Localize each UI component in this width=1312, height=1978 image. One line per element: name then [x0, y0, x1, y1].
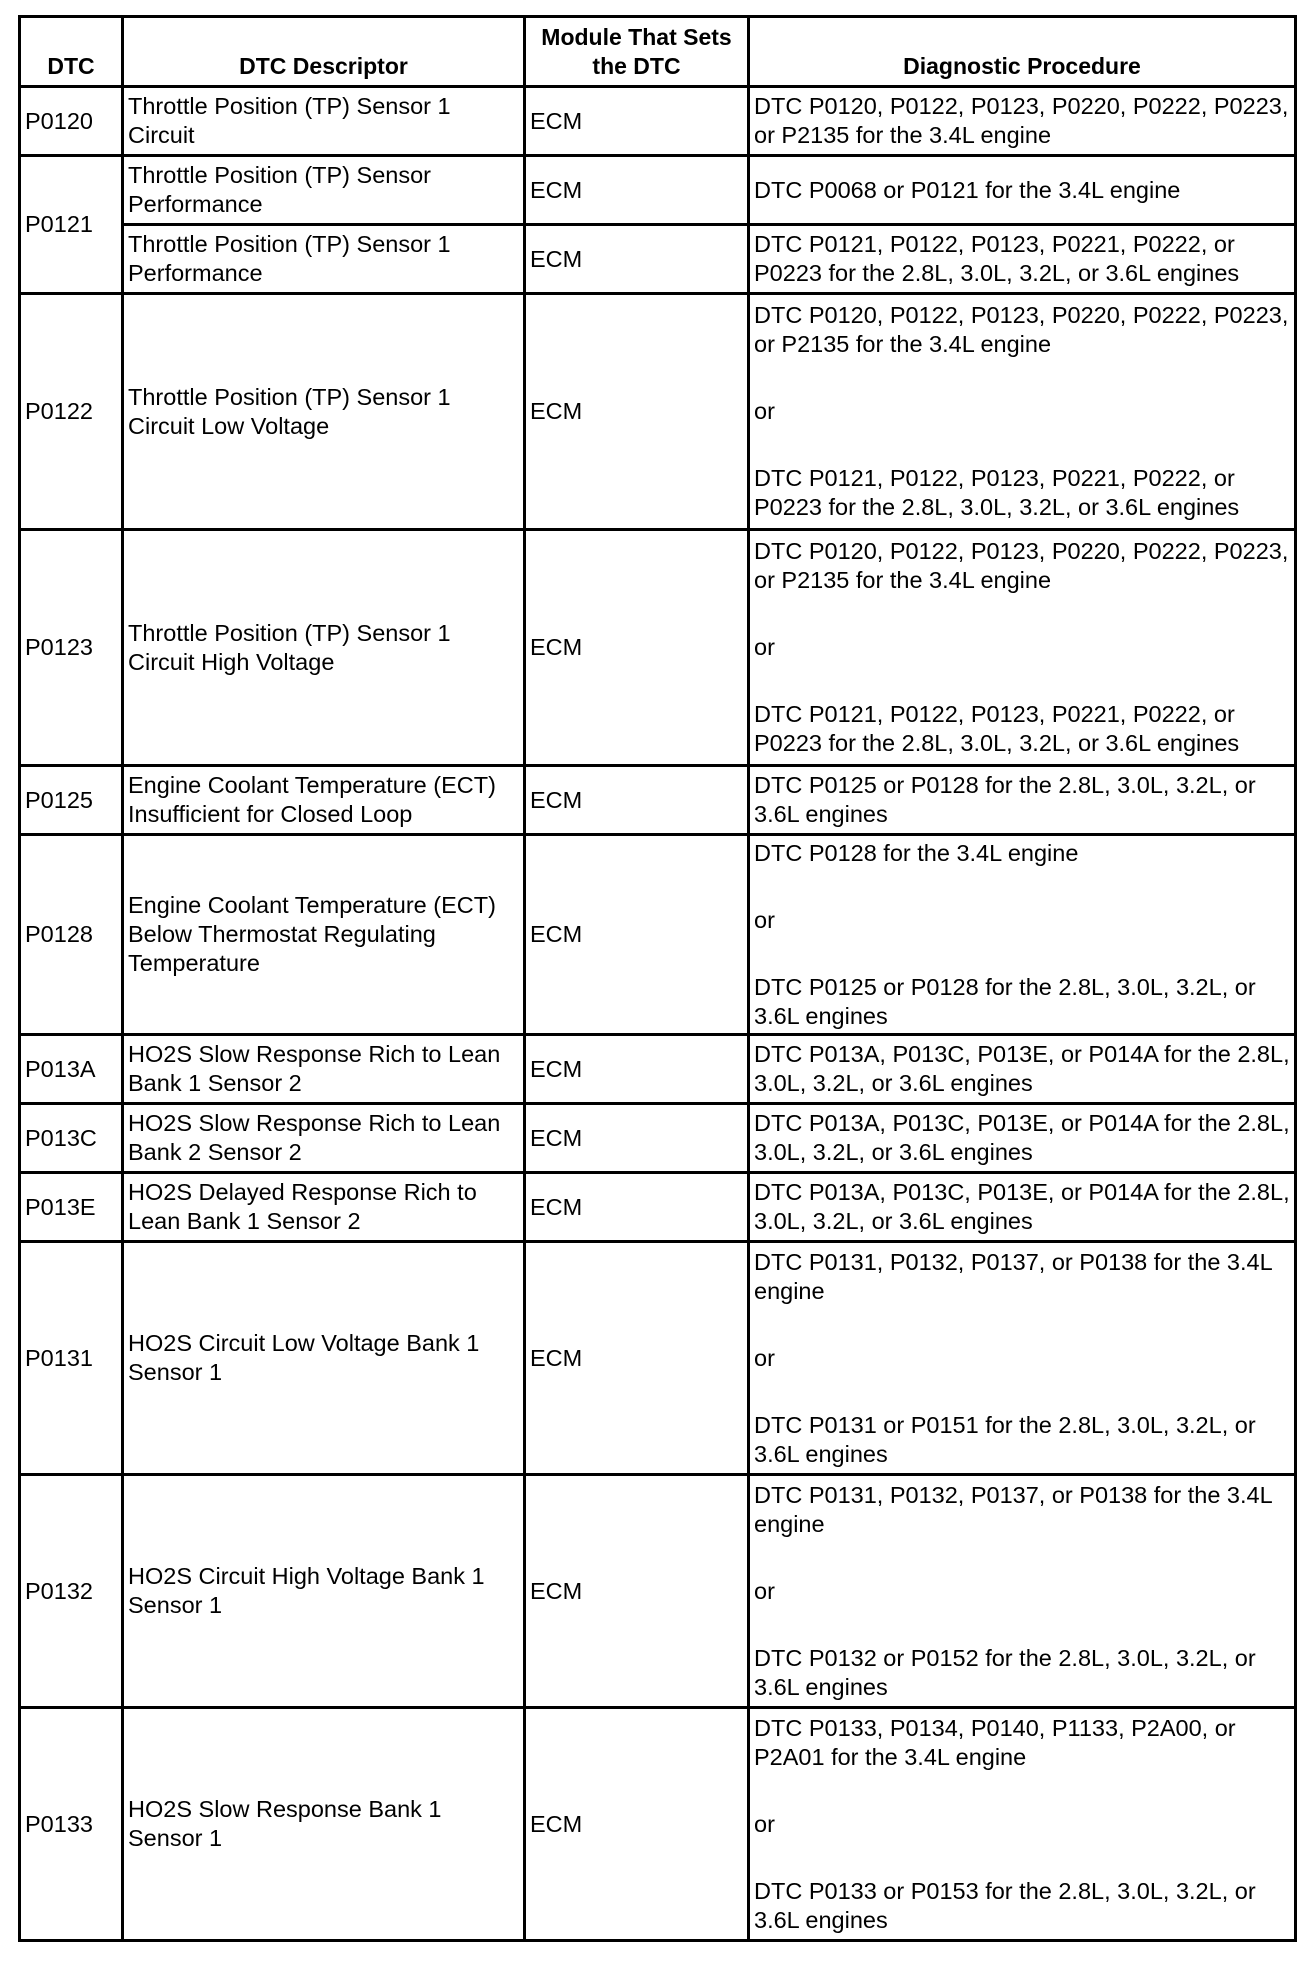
dtc-descriptor: HO2S Slow Response Bank 1 Sensor 1 [123, 1708, 525, 1941]
header-row [20, 17, 1296, 87]
dtc-code: P0125 [20, 766, 123, 835]
dtc-code: P013C [20, 1104, 123, 1173]
module: ECM [525, 1242, 749, 1475]
procedure-or: or [754, 1810, 775, 1837]
table-row [20, 1475, 1296, 1708]
dtc-descriptor: HO2S Circuit High Voltage Bank 1 Sensor 1 [123, 1475, 525, 1708]
procedure: DTC P0125 or P0128 for the 2.8L, 3.0L, 3.2L, or 3.6L engines [749, 766, 1296, 835]
header-procedure: Diagnostic Procedure [749, 17, 1296, 87]
module: ECM [525, 835, 749, 1035]
module: ECM [525, 294, 749, 530]
procedure-option: DTC P0121, P0122, P0123, P0221, P0222, or P0223 for the 2.8L, 3.0L, 3.2L, or 3.6L engines [754, 701, 1240, 756]
dtc-descriptor: Throttle Position (TP) Sensor 1 Circuit [123, 87, 525, 156]
module: ECM [525, 766, 749, 835]
dtc-code: P013A [20, 1035, 123, 1104]
dtc-descriptor: HO2S Slow Response Rich to Lean Bank 1 Sensor 2 [123, 1035, 525, 1104]
table-row [20, 294, 1296, 530]
procedure-or: or [754, 1577, 775, 1604]
dtc-descriptor: Throttle Position (TP) Sensor Performance [123, 156, 525, 225]
module: ECM [525, 225, 749, 294]
module: ECM [525, 1475, 749, 1708]
procedure: DTC P013A, P013C, P013E, or P014A for the 2.8L, 3.0L, 3.2L, or 3.6L engines [749, 1035, 1296, 1104]
procedure [749, 294, 1296, 530]
module: ECM [525, 156, 749, 225]
table-row [20, 530, 1296, 766]
dtc-code: P0133 [20, 1708, 123, 1941]
table-row [20, 1035, 1296, 1104]
procedure [749, 1475, 1296, 1708]
procedure-option: DTC P0121, P0122, P0123, P0221, P0222, or P0223 for the 2.8L, 3.0L, 3.2L, or 3.6L engines [754, 465, 1240, 520]
procedure-option: DTC P0132 or P0152 for the 2.8L, 3.0L, 3.2L, or 3.6L engines [754, 1644, 1256, 1700]
dtc-code: P013E [20, 1173, 123, 1242]
table-row [20, 87, 1296, 156]
procedure-or: or [754, 634, 775, 660]
module: ECM [525, 87, 749, 156]
procedure: DTC P0068 or P0121 for the 3.4L engine [749, 156, 1296, 225]
procedure-option: DTC P0131 or P0151 for the 2.8L, 3.0L, 3.2L, or 3.6L engines [754, 1411, 1256, 1467]
table-row [20, 156, 1296, 225]
procedure [749, 1708, 1296, 1941]
module: ECM [525, 530, 749, 766]
dtc-code: P0123 [20, 530, 123, 766]
table-row [20, 1708, 1296, 1941]
dtc-code: P0122 [20, 294, 123, 530]
procedure [749, 835, 1296, 1035]
dtc-descriptor: Engine Coolant Temperature (ECT) Below Thermostat Regulating Temperature [123, 835, 525, 1035]
procedure-option: DTC P0120, P0122, P0123, P0220, P0222, P0223, or P2135 for the 3.4L engine [754, 302, 1289, 357]
header-module [525, 17, 749, 87]
module: ECM [525, 1035, 749, 1104]
module: ECM [525, 1708, 749, 1941]
dtc-code: P0121 [20, 156, 123, 294]
table-row [20, 766, 1296, 835]
procedure-option: DTC P0120, P0122, P0123, P0220, P0222, P0223, or P2135 for the 3.4L engine [754, 538, 1289, 593]
dtc-code: P0132 [20, 1475, 123, 1708]
procedure: DTC P013A, P013C, P013E, or P014A for the 2.8L, 3.0L, 3.2L, or 3.6L engines [749, 1104, 1296, 1173]
procedure: DTC P013A, P013C, P013E, or P014A for the 2.8L, 3.0L, 3.2L, or 3.6L engines [749, 1173, 1296, 1242]
dtc-descriptor: HO2S Slow Response Rich to Lean Bank 2 Sensor 2 [123, 1104, 525, 1173]
procedure-or: or [754, 1344, 775, 1371]
header-descriptor: DTC Descriptor [123, 17, 525, 87]
procedure-option: DTC P0133, P0134, P0140, P1133, P2A00, or P2A01 for the 3.4L engine [754, 1714, 1236, 1770]
table-row [20, 835, 1296, 1035]
procedure-option: DTC P0131, P0132, P0137, or P0138 for the 3.4L engine [754, 1248, 1272, 1304]
procedure-option: DTC P0128 for the 3.4L engine [754, 839, 1079, 866]
module: ECM [525, 1104, 749, 1173]
table-row [20, 225, 1296, 294]
procedure [749, 1242, 1296, 1475]
dtc-code: P0120 [20, 87, 123, 156]
procedure: DTC P0120, P0122, P0123, P0220, P0222, P0223, or P2135 for the 3.4L engine [749, 87, 1296, 156]
table-row [20, 1173, 1296, 1242]
table-row [20, 1242, 1296, 1475]
dtc-descriptor: HO2S Circuit Low Voltage Bank 1 Sensor 1 [123, 1242, 525, 1475]
header-module-line1: Module That Sets [541, 23, 732, 50]
dtc-descriptor: Throttle Position (TP) Sensor 1 Circuit Low Voltage [123, 294, 525, 530]
procedure-option: DTC P0133 or P0153 for the 2.8L, 3.0L, 3.2L, or 3.6L engines [754, 1877, 1256, 1933]
dtc-descriptor: Throttle Position (TP) Sensor 1 Performance [123, 225, 525, 294]
dtc-table [18, 15, 1297, 1942]
procedure-or: or [754, 398, 775, 424]
header-module-line2: the DTC [592, 52, 681, 79]
procedure-or: or [754, 906, 775, 933]
table-row [20, 1104, 1296, 1173]
dtc-descriptor: Throttle Position (TP) Sensor 1 Circuit High Voltage [123, 530, 525, 766]
procedure: DTC P0121, P0122, P0123, P0221, P0222, or P0223 for the 2.8L, 3.0L, 3.2L, or 3.6L engines [749, 225, 1296, 294]
dtc-descriptor: HO2S Delayed Response Rich to Lean Bank 1 Sensor 2 [123, 1173, 525, 1242]
module: ECM [525, 1173, 749, 1242]
dtc-code: P0128 [20, 835, 123, 1035]
procedure [749, 530, 1296, 766]
procedure-option: DTC P0131, P0132, P0137, or P0138 for the 3.4L engine [754, 1481, 1272, 1537]
dtc-code: P0131 [20, 1242, 123, 1475]
header-dtc: DTC [20, 17, 123, 87]
dtc-descriptor: Engine Coolant Temperature (ECT) Insufficient for Closed Loop [123, 766, 525, 835]
procedure-option: DTC P0125 or P0128 for the 2.8L, 3.0L, 3.2L, or 3.6L engines [754, 973, 1256, 1029]
